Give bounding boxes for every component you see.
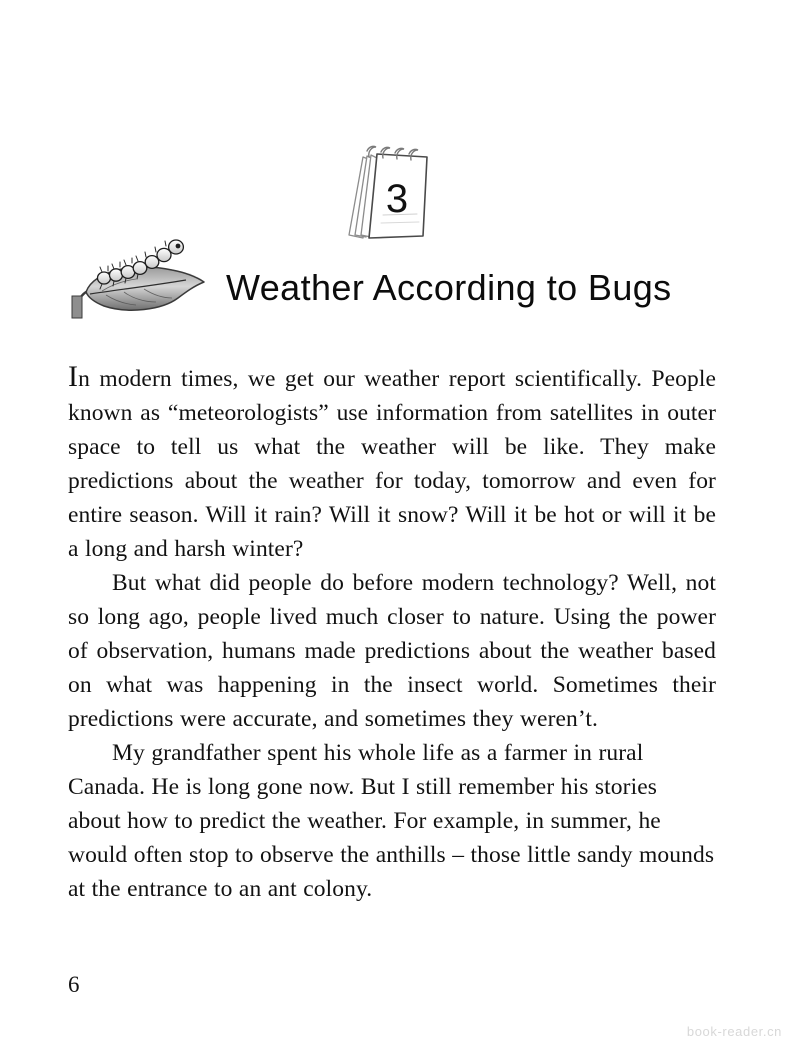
page-number: 6 — [68, 972, 80, 997]
chapter-title: Weather According to Bugs — [226, 267, 672, 309]
chapter-body — [68, 362, 716, 906]
flip-calendar-icon — [333, 135, 443, 247]
paragraph-1 — [68, 362, 716, 566]
paragraph-3: My grandfather spent his whole life as a farmer in rural Canada. He is long gone now. But I still remember his stories about how to predict the weather. For example, in summer, he would often stop to observe the anthills – those little sandy mounds at the entrance to an ant colony. — [68, 740, 715, 902]
paragraph-2: But what did people do before modern technology? Well, not so long ago, people lived much closer to nature. Using the power of observation, humans made predictions about the weather based on what was happening in the insect world. Sometimes their predictions were accurate, and sometimes they weren’t. — [68, 570, 716, 732]
chapter-number: 3 — [385, 176, 409, 221]
initial-cap: I — [68, 360, 79, 393]
paragraph-1-text: n modern times, we get our weather report scientifically. People known as “meteorologists” use information from satellites in outer space to tell us what the weather will be like. They make predictions about the weather for today, tomorrow and even for entire season. Will it rain? Will it snow? Will it be hot or will it be a long and harsh winter? — [68, 366, 716, 562]
caterpillar-on-leaf-icon — [66, 234, 218, 326]
site-watermark: book-reader.cn — [686, 1024, 782, 1039]
chapter-header — [0, 118, 800, 318]
